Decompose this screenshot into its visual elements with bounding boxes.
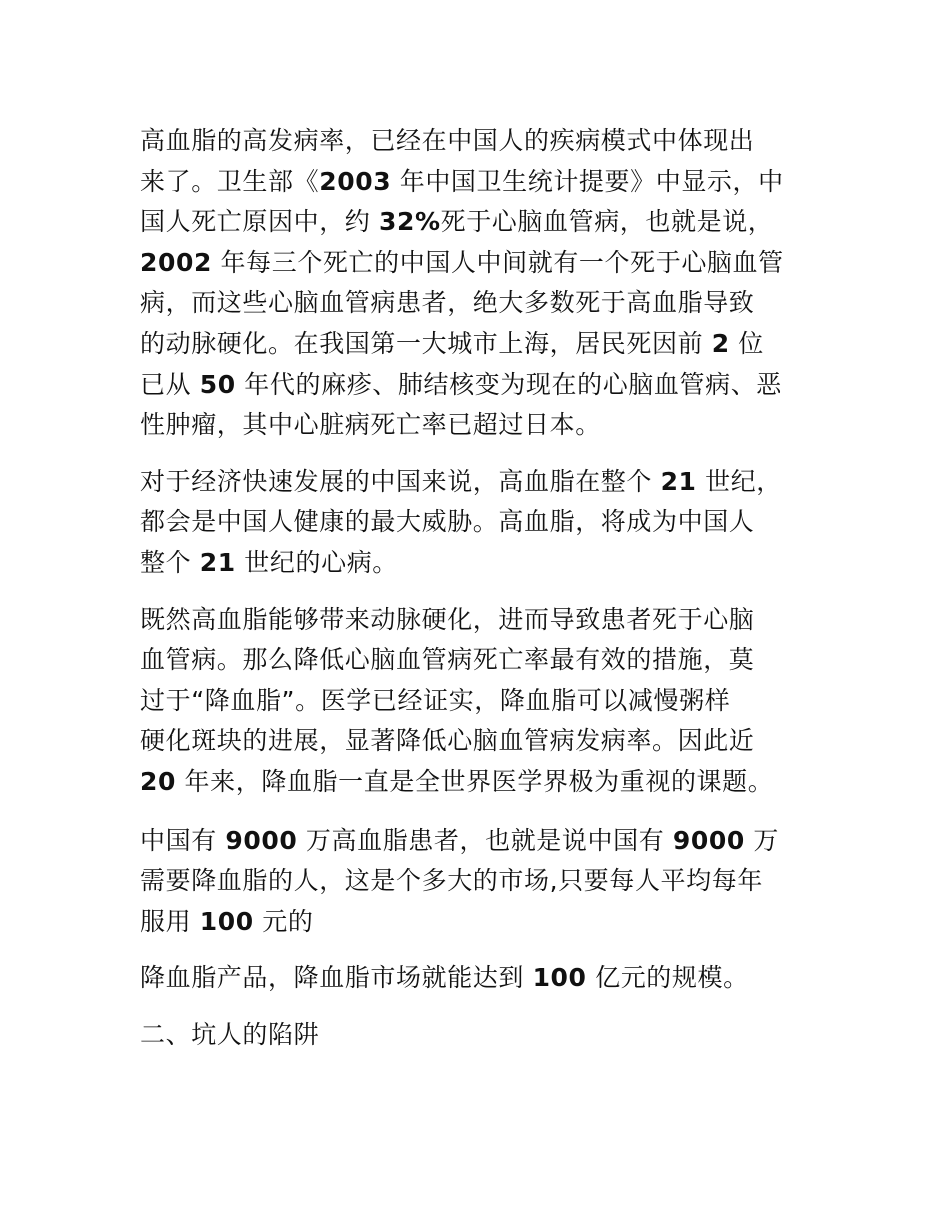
text-line: 高血脂的高发病率，已经在中国人的疾病模式中体现出 (140, 126, 755, 155)
section-heading (140, 1015, 820, 1056)
text-line: 二、坑人的陷阱 (140, 1019, 320, 1049)
text-line: 的动脉硬化。在我国第一大城市上海，居民死因前 2 位 (140, 328, 764, 358)
text-line: 过于“降血脂”。医学已经证实，降血脂可以减慢粥样 (140, 685, 731, 715)
text-line: 来了。卫生部《2003 年中国卫生统计提要》中显示，中 (140, 166, 784, 196)
text-line: 已从 50 年代的麻疹、肺结核变为现在的心脑血管病、恶 (140, 369, 782, 399)
text-line: 服用 100 元的 (140, 906, 314, 936)
text-line: 对于经济快速发展的中国来说，高血脂在整个 21 世纪， (140, 466, 782, 496)
text-line: 国人死亡原因中，约 32%死于心脑血管病，也就是说， (140, 207, 774, 237)
text-line: 中国有 9000 万高血脂患者，也就是说中国有 9000 万 (140, 825, 779, 855)
text-line: 20 年来，降血脂一直是全世界医学界极为重视的课题。 (140, 766, 774, 796)
text-line: 都会是中国人健康的最大威胁。高血脂，将成为中国人 (140, 507, 755, 537)
text-line: 需要降血脂的人，这是个多大的市场,只要每人平均每年 (140, 866, 763, 896)
paragraph-21st-century-threat (140, 462, 820, 584)
paragraph-market-size (140, 821, 820, 943)
text-line: 病，而这些心脑血管病患者，绝大多数死于高血脂导致 (140, 288, 755, 318)
paragraph-lowering-lipids (140, 600, 820, 803)
text-line: 降血脂产品，降血脂市场就能达到 100 亿元的规模。 (140, 963, 749, 993)
text-line: 既然高血脂能够带来动脉硬化，进而导致患者死于心脑 (140, 604, 755, 634)
paragraph-hyperlipidemia-incidence (140, 121, 820, 446)
text-line: 硬化斑块的进展，显著降低心脑血管病发病率。因此近 (140, 726, 755, 756)
text-line: 血管病。那么降低心脑血管病死亡率最有效的措施，莫 (140, 645, 755, 675)
text-line: 2002 年每三个死亡的中国人中间就有一个死于心脑血管 (140, 247, 784, 277)
text-line: 整个 21 世纪的心病。 (140, 547, 398, 577)
paragraph-market-scale (140, 958, 820, 999)
document-page (140, 121, 820, 1055)
text-line: 性肿瘤，其中心脏病死亡率已超过日本。 (140, 410, 601, 440)
